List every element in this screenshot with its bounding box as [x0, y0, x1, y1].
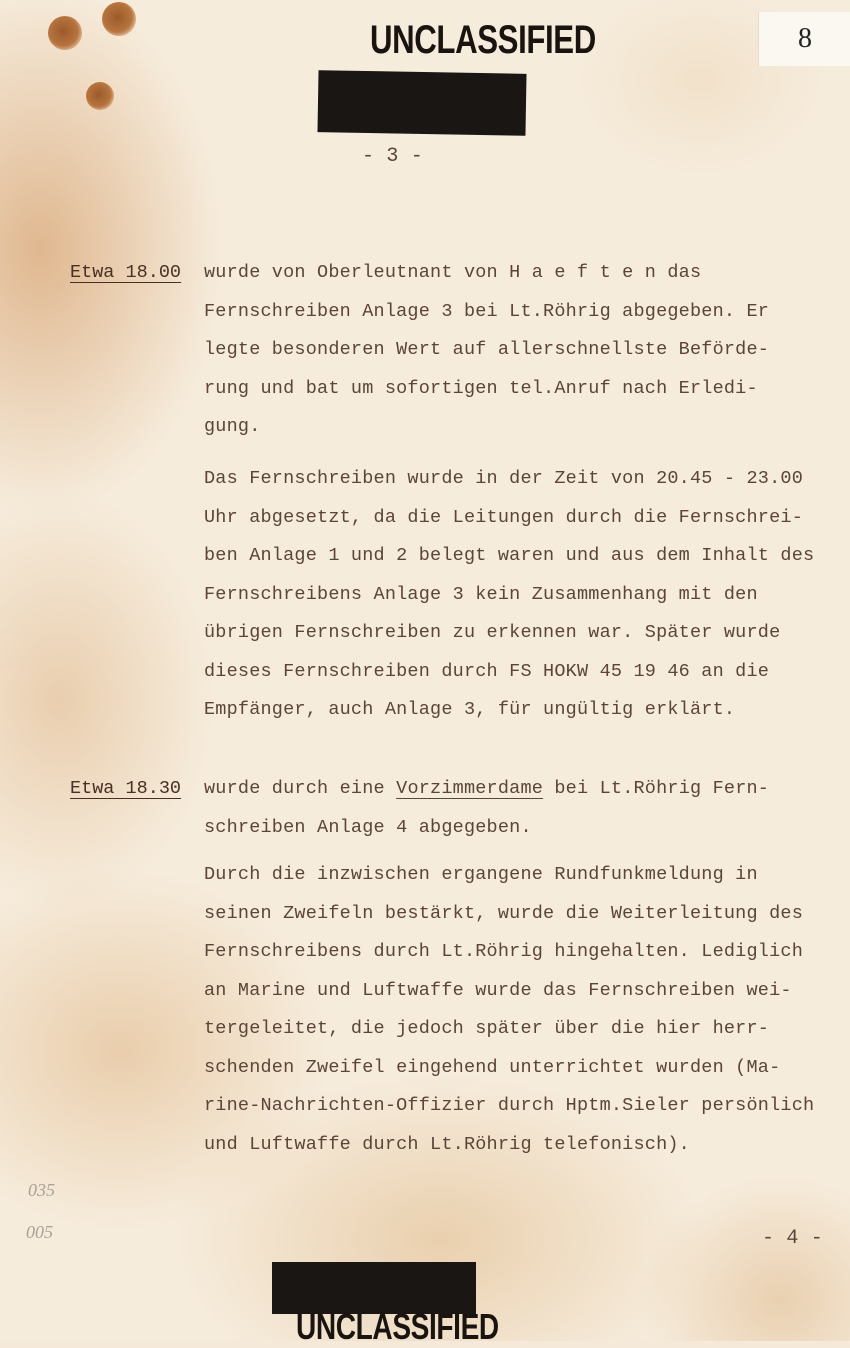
text-line: [204, 770, 769, 809]
entry-time-label: Etwa 18.00: [70, 262, 182, 283]
text-line: tergeleitet, die jedoch später über die hier herr-: [204, 1018, 770, 1039]
pencil-annotation: 005: [26, 1222, 53, 1242]
page-marker: 8: [758, 12, 850, 66]
text-line: Fernschreiben Anlage 3 bei Lt.Röhrig abgegeben. Er: [204, 300, 770, 322]
text-line: Uhr abgesetzt, da die Leitungen durch die Fernschrei-: [204, 506, 803, 528]
text-line: Durch die inzwischen ergangene Rundfunkmeldung in: [204, 864, 758, 885]
text-line: schenden Zweifel eingehend unterrichtet wurden (Ma-: [204, 1056, 781, 1078]
text-line: dieses Fernschreiben durch FS HOKW 45 19 46 an die: [204, 660, 770, 682]
entry-paragraph: [204, 460, 814, 730]
text-fragment: bei Lt.Röhrig Fern-: [543, 778, 770, 799]
text-line: gung.: [204, 416, 261, 437]
text-line: wurde von Oberleutnant von H a e f t e n das: [204, 262, 702, 283]
punch-hole: [102, 2, 136, 36]
text-line: rung und bat um sofortigen tel.Anruf nach Erledi-: [204, 377, 758, 399]
entry-paragraph: [204, 856, 814, 1164]
next-page-marker: - 4 -: [762, 1227, 824, 1250]
text-line: schreiben Anlage 4 abgegeben.: [204, 816, 532, 838]
punch-hole: [86, 82, 114, 110]
classification-stamp-bottom: UNCLASSIFIED: [296, 1306, 499, 1347]
text-line: Empfänger, auch Anlage 3, für ungültig erklärt.: [204, 699, 736, 720]
text-line: ben Anlage 1 und 2 belegt waren und aus dem Inhalt des: [204, 545, 815, 566]
classification-stamp-top: UNCLASSIFIED: [370, 18, 596, 62]
page-number: - 3 -: [362, 145, 424, 168]
text-line: an Marine und Luftwaffe wurde das Fernschreiben wei-: [204, 979, 792, 1001]
entry-paragraph: [204, 254, 769, 447]
text-line: Das Fernschreiben wurde in der Zeit von 20.45 - 23.00: [204, 468, 803, 489]
text-line: übrigen Fernschreiben zu erkennen war. Später wurde: [204, 622, 781, 643]
text-line: Fernschreibens durch Lt.Röhrig hingehalten. Lediglich: [204, 941, 803, 962]
text-line: Fernschreibens Anlage 3 kein Zusammenhang mit den: [204, 583, 758, 605]
underlined-term: Vorzimmerdame: [396, 778, 544, 799]
text-line: seinen Zweifeln bestärkt, wurde die Weiterleitung des: [204, 902, 803, 924]
entry-paragraph: [204, 770, 769, 847]
text-line: und Luftwaffe durch Lt.Röhrig telefonisch).: [204, 1133, 690, 1155]
entry-time-label: Etwa 18.30: [70, 778, 182, 799]
text-fragment: wurde durch eine: [204, 778, 397, 799]
text-line: rine-Nachrichten-Offizier durch Hptm.Sieler persönlich: [204, 1095, 815, 1116]
punch-hole: [48, 16, 82, 50]
pencil-annotation: 035: [28, 1180, 55, 1200]
redaction-bar-top: [317, 70, 526, 136]
text-line: legte besonderen Wert auf allerschnellste Beförde-: [204, 339, 770, 360]
